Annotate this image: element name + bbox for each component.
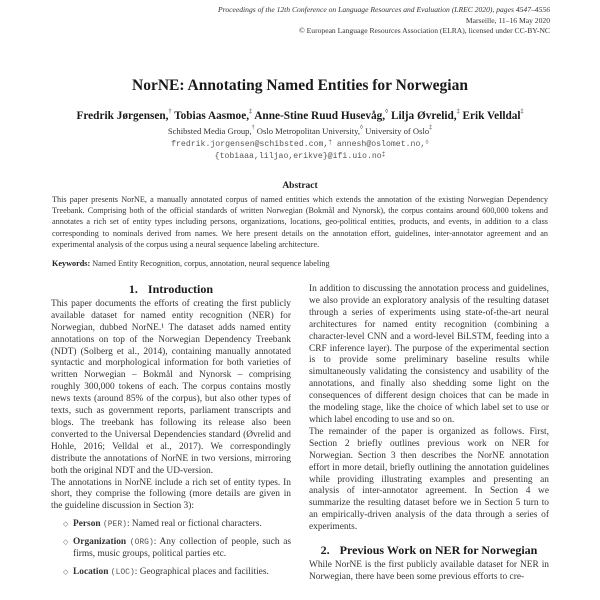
affiliation: Oslo Metropolitan University, (256, 126, 361, 136)
intro-paragraph-2: The annotations in NorNE include a rich set of entity types. In short, they comprise the following (more details are given in the guideline discussion in Section 3): (51, 477, 291, 512)
entity-name: Location (73, 566, 109, 577)
section-number: 2. (320, 543, 330, 558)
intro-paragraph-3: In addition to discussing the annotation process and guidelines, we also provide an exploratory analysis of the resulting dataset through a series of experiments using state-of-the-art neural architectures for named entity recognition (combining a character-level CNN and a word-level BiLSTM, feeding into a CRF inference layer). The purpose of the experimental section is to provide some preliminary baseline results while simultaneously validating the consistency and usability of the annotations, and finally also shedding some light on the consequences of different design choices that can be made in the modeling stage, like the choice of which label set to use or which label encoding to use and so on. (309, 284, 549, 425)
author: Tobias Aasmoe, (174, 110, 250, 122)
entity-description: : Geographical places and facilities. (134, 566, 269, 577)
email-line-2 (0, 152, 600, 161)
section-heading-introduction (51, 284, 291, 296)
affiliation-mark: † (328, 139, 332, 146)
email-line-1 (0, 140, 600, 149)
right-column (309, 284, 549, 584)
abstract-text: This paper presents NorNE, a manually annotated corpus of named entities which extends the annotation of the existing Norwegian Dependency Treebank. Comprising both of the official standards of written Norwegian (Bokmål and Nynorsk), the corpus contains around 600,000 tokens and annotates a rich set of entity types including persons, organizations, locations, geo-political entities, products, and events, in addition to a class corresponding to nominals derived from names. We here present details on the annotation effort, guidelines, inter-annotator agreement and an experimental analysis of the corpus using a neural sequence labeling architecture. (52, 195, 548, 249)
affiliation: Schibsted Media Group, (167, 126, 252, 136)
affiliation-mark: ‡ (381, 151, 386, 158)
keywords (52, 259, 548, 268)
entity-tag: (ORG) (129, 538, 154, 548)
section-title: Introduction (147, 282, 214, 296)
diamond-bullet-icon: ◇ (63, 520, 69, 529)
section-number: 1. (128, 282, 138, 296)
author: Fredrik Jørgensen, (76, 110, 169, 122)
entity-type-list (51, 519, 291, 579)
venue-line: Marseille, 11–16 May 2020 (465, 15, 550, 25)
section-heading-previous-work (309, 545, 549, 557)
author: Anne-Stine Ruud Husevåg, (254, 110, 386, 122)
section-title: Previous Work on NER for Norwegian (339, 543, 538, 558)
email: {tobiaaa,liljao,erikve}@ifi.uio.no (214, 152, 382, 161)
keywords-text: Named Entity Recognition, corpus, annotation, neural sequence labeling (92, 259, 330, 268)
diamond-bullet-icon: ◇ (63, 538, 69, 547)
affiliation-mark: † (251, 125, 255, 131)
diamond-bullet-icon: ◇ (63, 567, 69, 576)
proceedings-line: Proceedings of the 12th Conference on Language Resources and Evaluation (LREC 2020), pages 4547–4556 (218, 5, 550, 14)
affiliation-mark: † (168, 109, 172, 115)
entity-name: Person (73, 519, 101, 530)
affiliation-mark: ◊ (425, 139, 429, 146)
keywords-label: Keywords: (52, 259, 91, 268)
author: Lilja Øvrelid, (390, 110, 457, 122)
list-item (63, 567, 291, 579)
author-list (0, 110, 600, 122)
license-line: © European Language Resources Association (ELRA), licensed under CC-BY-NC (298, 26, 550, 35)
list-item (63, 537, 291, 561)
entity-tag: (PER) (102, 520, 127, 530)
abstract-heading: Abstract (282, 181, 318, 191)
affiliation-mark: ‡ (456, 109, 460, 115)
left-column (51, 284, 291, 585)
affiliation-mark: ‡ (429, 125, 433, 131)
intro-paragraph-4: The remainder of the paper is organized as follows. First, Section 2 briefly outlines previous work on NER for Norwegian. Section 3 then describes the NorNE annotation effort in more detail, briefly outlining the annotation guidelines while providing illustrating examples and presenting an analysis of inter-annotator agreement. In Section 4 we summarize the resulting dataset before we in Section 5 turn to an empirically-driven analysis of the data through a series of experiments. (309, 426, 549, 533)
intro-paragraph-1: This paper documents the efforts of creating the first publicly available dataset for named entity recognition (NER) for Norwegian, dubbed NorNE.¹ The dataset adds named entity annotations on top of the Norwegian Dependency Treebank (NDT) (Solberg et al., 2014), containing manually annotated syntactic and morphological information for both varieties of written Norwegian – Bokmål and Nynorsk – comprising roughly 300,000 tokens of each. The corpus contains mostly news texts (around 85% of the corpus), but also other types of texts, such as government reports, parliament transcripts and blogs. The treebank has following its release also been converted to the Universal Dependencies standard (Øvrelid and Hohle, 2016; Velldal et al., 2017). We correspondingly distribute the annotations of NorNE in two versions, mirroring both the original NDT and the UD-version. (51, 298, 291, 476)
list-item (63, 519, 291, 531)
previous-work-paragraph-1: While NorNE is the first publicly available dataset for NER in Norwegian, there have been some previous efforts to cre- (309, 559, 549, 582)
affiliation-mark: ◊ (360, 125, 364, 131)
author: Erik Velldal (462, 110, 521, 122)
affiliations (0, 126, 600, 136)
proceedings-header (218, 5, 550, 37)
email: annesh@oslomet.no, (336, 140, 426, 149)
entity-name: Organization (73, 537, 127, 548)
entity-tag: (LOC) (110, 567, 135, 577)
email: fredrik.jorgensen@schibsted.com, (171, 140, 329, 149)
entity-description: : Any collection of people, such as firms, music groups, political parties etc. (73, 537, 292, 560)
affiliation: University of Oslo (365, 126, 430, 136)
affiliation-mark: ‡ (249, 109, 253, 115)
entity-description: : Named real or fictional characters. (126, 519, 262, 530)
affiliation-mark: ‡ (520, 109, 524, 115)
paper-title: NorNE: Annotating Named Entities for Norwegian (132, 77, 468, 94)
affiliation-mark: ◊ (385, 109, 389, 115)
